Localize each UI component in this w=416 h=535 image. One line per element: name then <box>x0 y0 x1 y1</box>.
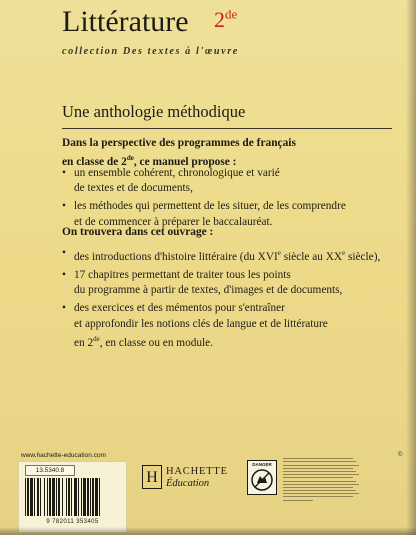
notice-line <box>283 468 353 469</box>
barcode-area <box>18 461 127 533</box>
text-part: siècle au XX <box>280 250 343 263</box>
publisher-subname: Éducation <box>166 478 210 489</box>
logo-letter: H <box>146 469 158 486</box>
barcode-bar <box>52 478 55 516</box>
barcode-bar <box>99 478 100 516</box>
notice-line <box>283 465 359 466</box>
list-item <box>62 246 407 265</box>
notice-line <box>283 484 359 485</box>
publisher-name: HACHETTE <box>166 466 228 477</box>
text-sup: e <box>342 249 346 257</box>
list-item-line: du programme à partir de textes, d'images et de documents, <box>74 284 343 297</box>
list-item <box>62 166 407 196</box>
notice-line <box>283 493 359 494</box>
list-item-line <box>74 332 407 351</box>
intro-text <box>62 136 392 170</box>
grade-suffix: de <box>225 6 238 22</box>
intro-line-2-a: en classe de 2 <box>62 155 127 168</box>
barcode-bar <box>90 478 91 516</box>
intro-line-2-sup: de <box>126 154 134 162</box>
list-item <box>62 301 407 350</box>
contents-list <box>62 246 407 354</box>
notice-line <box>283 477 353 478</box>
barcode-bar <box>68 478 70 516</box>
list-item-line: des exercices et des mémentos pour s'entraîner <box>74 302 285 315</box>
barcode-bar <box>78 478 79 516</box>
notice-line <box>283 481 356 482</box>
bullet: • <box>62 247 66 259</box>
barcode-bar <box>44 478 45 516</box>
notice-line <box>283 496 353 497</box>
barcode-bar <box>58 478 60 516</box>
hachette-logo-icon <box>142 465 162 489</box>
notice-line <box>283 500 313 501</box>
bullet: • <box>62 302 66 315</box>
danger-photocopy-icon <box>250 468 274 492</box>
barcode-bar <box>25 478 26 516</box>
section-title: Une anthologie méthodique <box>62 102 246 121</box>
collection-name: collection Des textes à l'œuvre <box>62 46 239 57</box>
text-part: siècle), <box>345 250 381 263</box>
list-item-line: 17 chapitres permettant de traiter tous les points <box>74 268 291 281</box>
barcode-bar <box>27 478 29 516</box>
barcode-bar <box>56 478 57 516</box>
barcode-bar <box>30 478 33 516</box>
danger-notice-box <box>247 460 277 495</box>
bullet: • <box>62 268 66 281</box>
text-part: , en classe ou en module. <box>99 336 214 349</box>
notice-line <box>283 474 359 475</box>
text-part: des introductions d'histoire littéraire (du XVI <box>74 250 278 263</box>
contents-heading: On trouvera dans cet ouvrage : <box>62 226 214 238</box>
publisher-website: www.hachette-education.com <box>21 452 106 459</box>
notice-line <box>283 490 356 491</box>
grade-label <box>214 7 237 33</box>
bottom-edge-shadow <box>0 527 416 535</box>
spine-shadow <box>406 0 416 535</box>
barcode-bar <box>37 478 39 516</box>
book-title: Littérature <box>62 5 189 38</box>
product-code: 13.5340.8 <box>25 465 75 476</box>
list-item-line: et de commencer à préparer le baccalauréat. <box>74 215 273 228</box>
barcode-bar <box>74 478 77 516</box>
barcode-bar <box>95 478 98 516</box>
barcode-bar <box>66 478 67 516</box>
barcode-icon <box>23 478 122 518</box>
text-part: en 2 <box>74 336 94 349</box>
divider <box>62 128 392 129</box>
grade-number: 2 <box>214 7 225 32</box>
notice-line <box>283 471 356 472</box>
photocopy-legal-notice <box>283 456 361 503</box>
barcode-bar <box>34 478 35 516</box>
barcode-bar <box>62 478 63 516</box>
barcode-bar <box>81 478 82 516</box>
barcode-bar <box>71 478 72 516</box>
list-item-line: un ensemble cohérent, chronologique et varié <box>74 167 280 179</box>
notice-line <box>283 461 356 462</box>
bullet: • <box>62 167 66 179</box>
feature-list <box>62 166 407 233</box>
barcode-bar <box>83 478 86 516</box>
intro-line-2-b: , ce manuel propose : <box>133 155 237 168</box>
intro-line-1: Dans la perspective des programmes de français <box>62 137 296 149</box>
text-sup: e <box>277 249 281 257</box>
list-item-line: les méthodes qui permettent de les situer, de les comprendre <box>74 200 346 213</box>
danger-label: DANGER <box>252 462 272 467</box>
list-item-line: et approfondir les notions clés de langue et de littérature <box>74 317 328 330</box>
list-item-line: de textes et de documents, <box>74 182 193 195</box>
notice-line <box>283 487 353 488</box>
notice-line <box>283 458 353 459</box>
list-item-line <box>74 246 407 265</box>
list-item <box>62 268 407 298</box>
barcode-bar <box>49 478 51 516</box>
barcode-bar <box>87 478 89 516</box>
barcode-bar <box>92 478 94 516</box>
text-sup: de <box>93 334 100 343</box>
barcode-bar <box>47 478 48 516</box>
isbn-digits: 9 782011 353405 <box>46 519 99 525</box>
bullet: • <box>62 200 66 213</box>
copyright-symbol: © <box>398 452 403 458</box>
barcode-bar <box>40 478 41 516</box>
